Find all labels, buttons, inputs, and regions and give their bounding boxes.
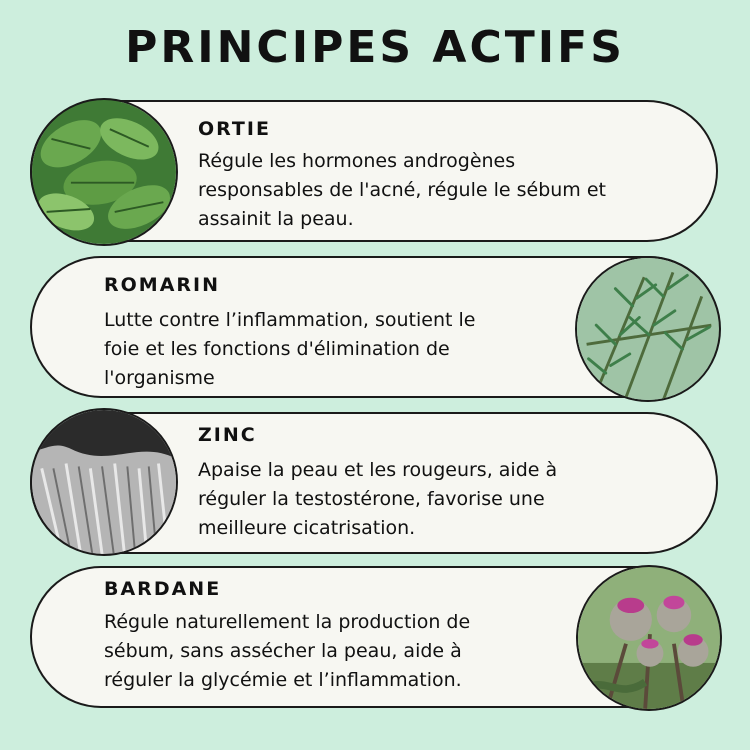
ingredient-name: ROMARIN: [104, 274, 220, 296]
rosemary-image: [575, 256, 721, 402]
page-title: PRINCIPES ACTIFS: [125, 22, 625, 73]
description-line: Apaise la peau et les rougeurs, aide à: [198, 459, 558, 481]
rosemary-icon: [577, 258, 719, 400]
nettle-image: [30, 98, 178, 246]
burdock-flower-icon: [578, 567, 720, 709]
ingredient-description: [104, 608, 470, 695]
description-line: Lutte contre l’inflammation, soutient le: [104, 309, 476, 331]
description-line: sébum, sans assécher la peau, aide à: [104, 640, 462, 662]
description-line: foie et les fonctions d'élimination de: [104, 338, 450, 360]
ingredient-name: ZINC: [198, 424, 257, 446]
ingredient-description: [198, 456, 557, 543]
zinc-image: [30, 408, 178, 556]
description-line: Régule naturellement la production de: [104, 611, 471, 633]
ingredient-description: [198, 147, 606, 234]
ingredient-description: [104, 306, 475, 393]
description-line: réguler la testostérone, favorise une: [198, 488, 545, 510]
ingredient-name: BARDANE: [104, 578, 222, 600]
description-line: réguler la glycémie et l’inflammation.: [104, 669, 462, 691]
zinc-mineral-icon: [32, 410, 176, 554]
ingredient-name: ORTIE: [198, 118, 271, 140]
description-line: meilleure cicatrisation.: [198, 517, 416, 539]
burdock-image: [576, 565, 722, 711]
description-line: responsables de l'acné, régule le sébum et: [198, 179, 606, 201]
nettle-leaves-icon: [32, 100, 176, 244]
description-line: assainit la peau.: [198, 208, 354, 230]
description-line: Régule les hormones androgènes: [198, 150, 516, 172]
description-line: l'organisme: [104, 367, 215, 389]
